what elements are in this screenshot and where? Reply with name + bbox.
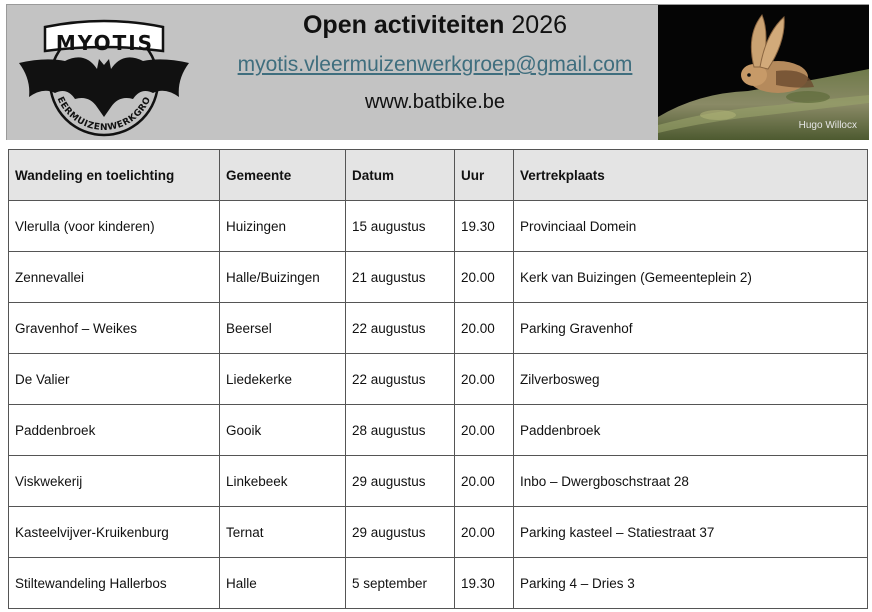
departure-place: Kerk van Buizingen (Gemeenteplein 2): [514, 252, 868, 303]
walk-name: Paddenbroek: [9, 405, 220, 456]
walk-name: Viskwekerij: [9, 456, 220, 507]
municipality: Gooik: [220, 405, 346, 456]
time: 20.00: [455, 354, 514, 405]
municipality: Linkebeek: [220, 456, 346, 507]
time: 19.30: [455, 201, 514, 252]
municipality: Halle/Buizingen: [220, 252, 346, 303]
long-eared-bat-photo: [658, 5, 869, 140]
table-row: [9, 405, 868, 456]
table-row: [9, 201, 868, 252]
title-year: 2026: [511, 11, 568, 39]
departure-place: Parking 4 – Dries 3: [514, 558, 868, 609]
date: 29 augustus: [346, 456, 455, 507]
date: 21 augustus: [346, 252, 455, 303]
municipality: Beersel: [220, 303, 346, 354]
walk-name: Kasteelvijver-Kruikenburg: [9, 507, 220, 558]
date: 28 augustus: [346, 405, 455, 456]
departure-place: Parking kasteel – Statiestraat 37: [514, 507, 868, 558]
page-title: [205, 11, 665, 40]
time: 20.00: [455, 507, 514, 558]
municipality: Liedekerke: [220, 354, 346, 405]
date: 5 september: [346, 558, 455, 609]
date: 22 augustus: [346, 354, 455, 405]
time: 20.00: [455, 405, 514, 456]
walk-name: De Valier: [9, 354, 220, 405]
municipality: Ternat: [220, 507, 346, 558]
time: 19.30: [455, 558, 514, 609]
table-row: [9, 252, 868, 303]
activities-table: [8, 149, 868, 609]
website-text: www.batbike.be: [364, 91, 506, 113]
column-header: Datum: [346, 150, 455, 201]
departure-place: Provinciaal Domein: [514, 201, 868, 252]
email-link[interactable]: myotis.vleermuizenwerkgroep@gmail.com: [237, 53, 633, 76]
departure-place: Paddenbroek: [514, 405, 868, 456]
svg-text:VLEERMUIZENWERKGROEP: EERMUIZENWERKGRO: [54, 95, 154, 133]
header-banner: [6, 4, 869, 140]
time: 20.00: [455, 303, 514, 354]
departure-place: Zilverbosweg: [514, 354, 868, 405]
logo-name: MYOTIS: [55, 31, 155, 55]
table-header-row: [9, 150, 868, 201]
table-row: [9, 558, 868, 609]
column-header: Gemeente: [220, 150, 346, 201]
date: 15 augustus: [346, 201, 455, 252]
municipality: Huizingen: [220, 201, 346, 252]
table-row: [9, 507, 868, 558]
departure-place: Parking Gravenhof: [514, 303, 868, 354]
table-row: [9, 354, 868, 405]
walk-name: Stiltewandeling Hallerbos: [9, 558, 220, 609]
date: 22 augustus: [346, 303, 455, 354]
departure-place: Inbo – Dwergboschstraat 28: [514, 456, 868, 507]
title-text: Open activiteiten: [302, 11, 505, 39]
column-header: Wandeling en toelichting: [9, 150, 220, 201]
time: 20.00: [455, 252, 514, 303]
walk-name: Gravenhof – Weikes: [9, 303, 220, 354]
bat-logo-icon: [15, 17, 193, 137]
time: 20.00: [455, 456, 514, 507]
municipality: Halle: [220, 558, 346, 609]
table-row: [9, 456, 868, 507]
column-header: Uur: [455, 150, 514, 201]
date: 29 augustus: [346, 507, 455, 558]
photo-credit: Hugo Willocx: [798, 120, 857, 131]
walk-name: Zennevallei: [9, 252, 220, 303]
walk-name: Vlerulla (voor kinderen): [9, 201, 220, 252]
table-row: [9, 303, 868, 354]
column-header: Vertrekplaats: [514, 150, 868, 201]
